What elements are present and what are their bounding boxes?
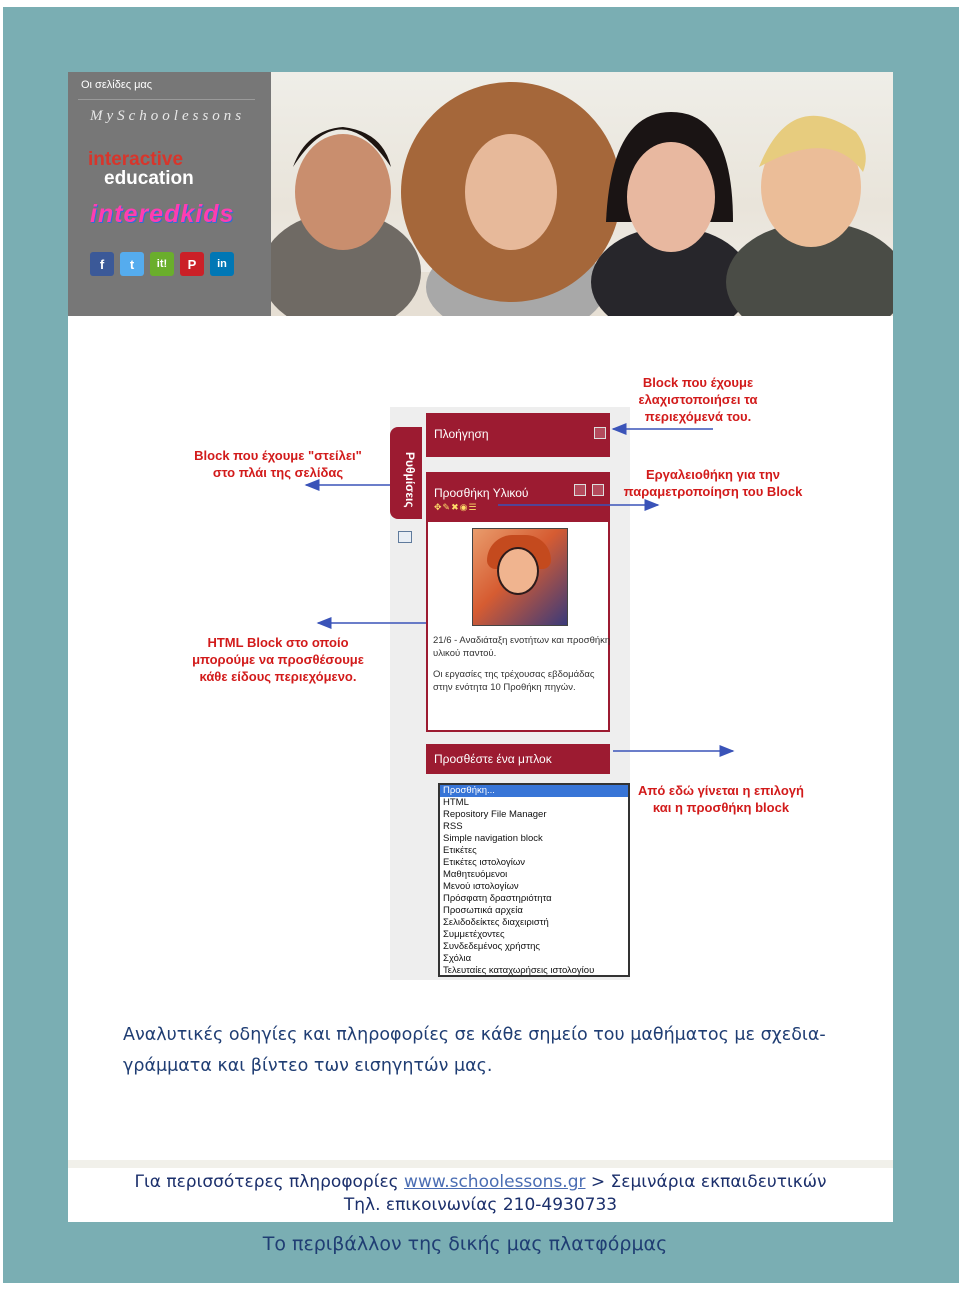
- description-text: Αναλυτικές οδηγίες και πληροφορίες σε κάθε σημείο του μαθήματος με σχεδια- γράμματα και βίντεο των εισηγητών μας.: [123, 1025, 826, 1076]
- docked-block-tab[interactable]: [390, 427, 422, 519]
- select-option[interactable]: Πρόσφατη δραστηριότητα: [443, 893, 552, 904]
- select-option[interactable]: Repository File Manager: [443, 809, 547, 820]
- content-assignments: Οι εργασίες της τρέχουσας εβδομάδας στην ενότητα 10 Προθήκη πηγών.: [433, 669, 595, 693]
- add-block-header: [426, 744, 610, 774]
- schoolessons-link[interactable]: www.schoolessons.gr: [404, 1172, 586, 1192]
- content-announcement: 21/6 - Αναδιάταξη ενοτήτων και προσθήκη υλικού παντού.: [433, 635, 611, 659]
- select-option[interactable]: Προσθήκη...: [440, 785, 628, 797]
- select-option[interactable]: HTML: [443, 797, 469, 808]
- sites-sidebar: [68, 72, 271, 316]
- students-photo: [271, 72, 893, 316]
- contact-phone: Τηλ. επικοινωνίας 210-4930733: [343, 1195, 618, 1215]
- interactive-education-logo[interactable]: interactive education: [88, 149, 194, 189]
- facebook-icon[interactable]: f: [90, 252, 114, 276]
- select-option[interactable]: Σχόλια: [443, 953, 472, 964]
- social-links: [90, 252, 234, 276]
- contact-footer: [68, 1160, 893, 1222]
- select-option[interactable]: Τελευταίες καταχωρήσεις ιστολογίου: [443, 965, 595, 976]
- interedkids-logo[interactable]: interedkids: [90, 200, 235, 228]
- select-option[interactable]: Προσωπικά αρχεία: [443, 905, 523, 916]
- twitter-icon[interactable]: t: [120, 252, 144, 276]
- dock-toggle-icon[interactable]: [398, 531, 412, 543]
- select-option[interactable]: Συνδεδεμένος χρήστης: [443, 941, 540, 952]
- pinterest-icon[interactable]: P: [180, 252, 204, 276]
- add-block-select[interactable]: [438, 783, 630, 977]
- select-option[interactable]: Συμμετέχοντες: [443, 929, 505, 940]
- navigation-block-header[interactable]: [426, 413, 610, 457]
- divider: [78, 99, 255, 100]
- material-block-header[interactable]: [426, 472, 610, 522]
- select-option[interactable]: Ετικέτες ιστολογίων: [443, 857, 526, 868]
- html-block-note: HTML Block στο οποίο μπορούμε να προσθέσουμε κάθε είδους περιεχόμενο.: [192, 635, 364, 684]
- platform-screenshot: [390, 407, 630, 980]
- select-option[interactable]: Simple navigation block: [443, 833, 543, 844]
- myschoolessons-logo[interactable]: MySchoolessons: [90, 108, 246, 124]
- html-block-content: [426, 522, 610, 732]
- comic-image: [472, 528, 568, 626]
- students-illustration: [271, 72, 893, 316]
- scoopit-icon[interactable]: it!: [150, 252, 174, 276]
- minimize-icon[interactable]: [574, 484, 586, 496]
- select-option[interactable]: Μενού ιστολογίων: [443, 881, 519, 892]
- select-option[interactable]: Μαθητευόμενοι: [443, 869, 508, 880]
- select-option[interactable]: Ετικέτες: [443, 845, 477, 856]
- navigation-block-title: Πλοήγηση: [434, 427, 489, 441]
- sites-title: Οι σελίδες μας: [81, 79, 153, 91]
- select-option[interactable]: RSS: [443, 821, 463, 832]
- content-page: [68, 72, 893, 1222]
- select-option[interactable]: Σελιδοδείκτες διαχειριστή: [443, 917, 549, 928]
- add-block-title: Προσθέστε ένα μπλοκ: [434, 752, 552, 766]
- minimized-block-note: Block που έχουμε ελαχιστοποιήσει τα περιεχόμενά του.: [638, 375, 758, 424]
- material-block-title: Προσθήκη Υλικού: [434, 486, 529, 500]
- linkedin-icon[interactable]: in: [210, 252, 234, 276]
- more-info-line: Για περισσότερες πληροφορίες www.schoolessons.gr > Σεμινάρια εκπαιδευτικών: [134, 1172, 827, 1192]
- expand-icon[interactable]: [594, 427, 606, 439]
- select-block-note: Από εδώ γίνεται η επιλογή και η προσθήκη block: [638, 783, 804, 815]
- toolbar-note: Εργαλειοθήκη για την παραμετροποίηση του Block: [623, 467, 803, 499]
- docked-block-label: Ρυθμίσεις: [403, 452, 417, 508]
- docked-block-note: Block που έχουμε "στείλει" στο πλάι της σελίδας: [194, 448, 362, 480]
- block-toolbar-icons[interactable]: ✥✎✖◉☰: [434, 502, 478, 512]
- dock-icon[interactable]: [592, 484, 604, 496]
- platform-tagline: Το περιβάλλον της δικής μας πλατφόρμας: [262, 1233, 668, 1255]
